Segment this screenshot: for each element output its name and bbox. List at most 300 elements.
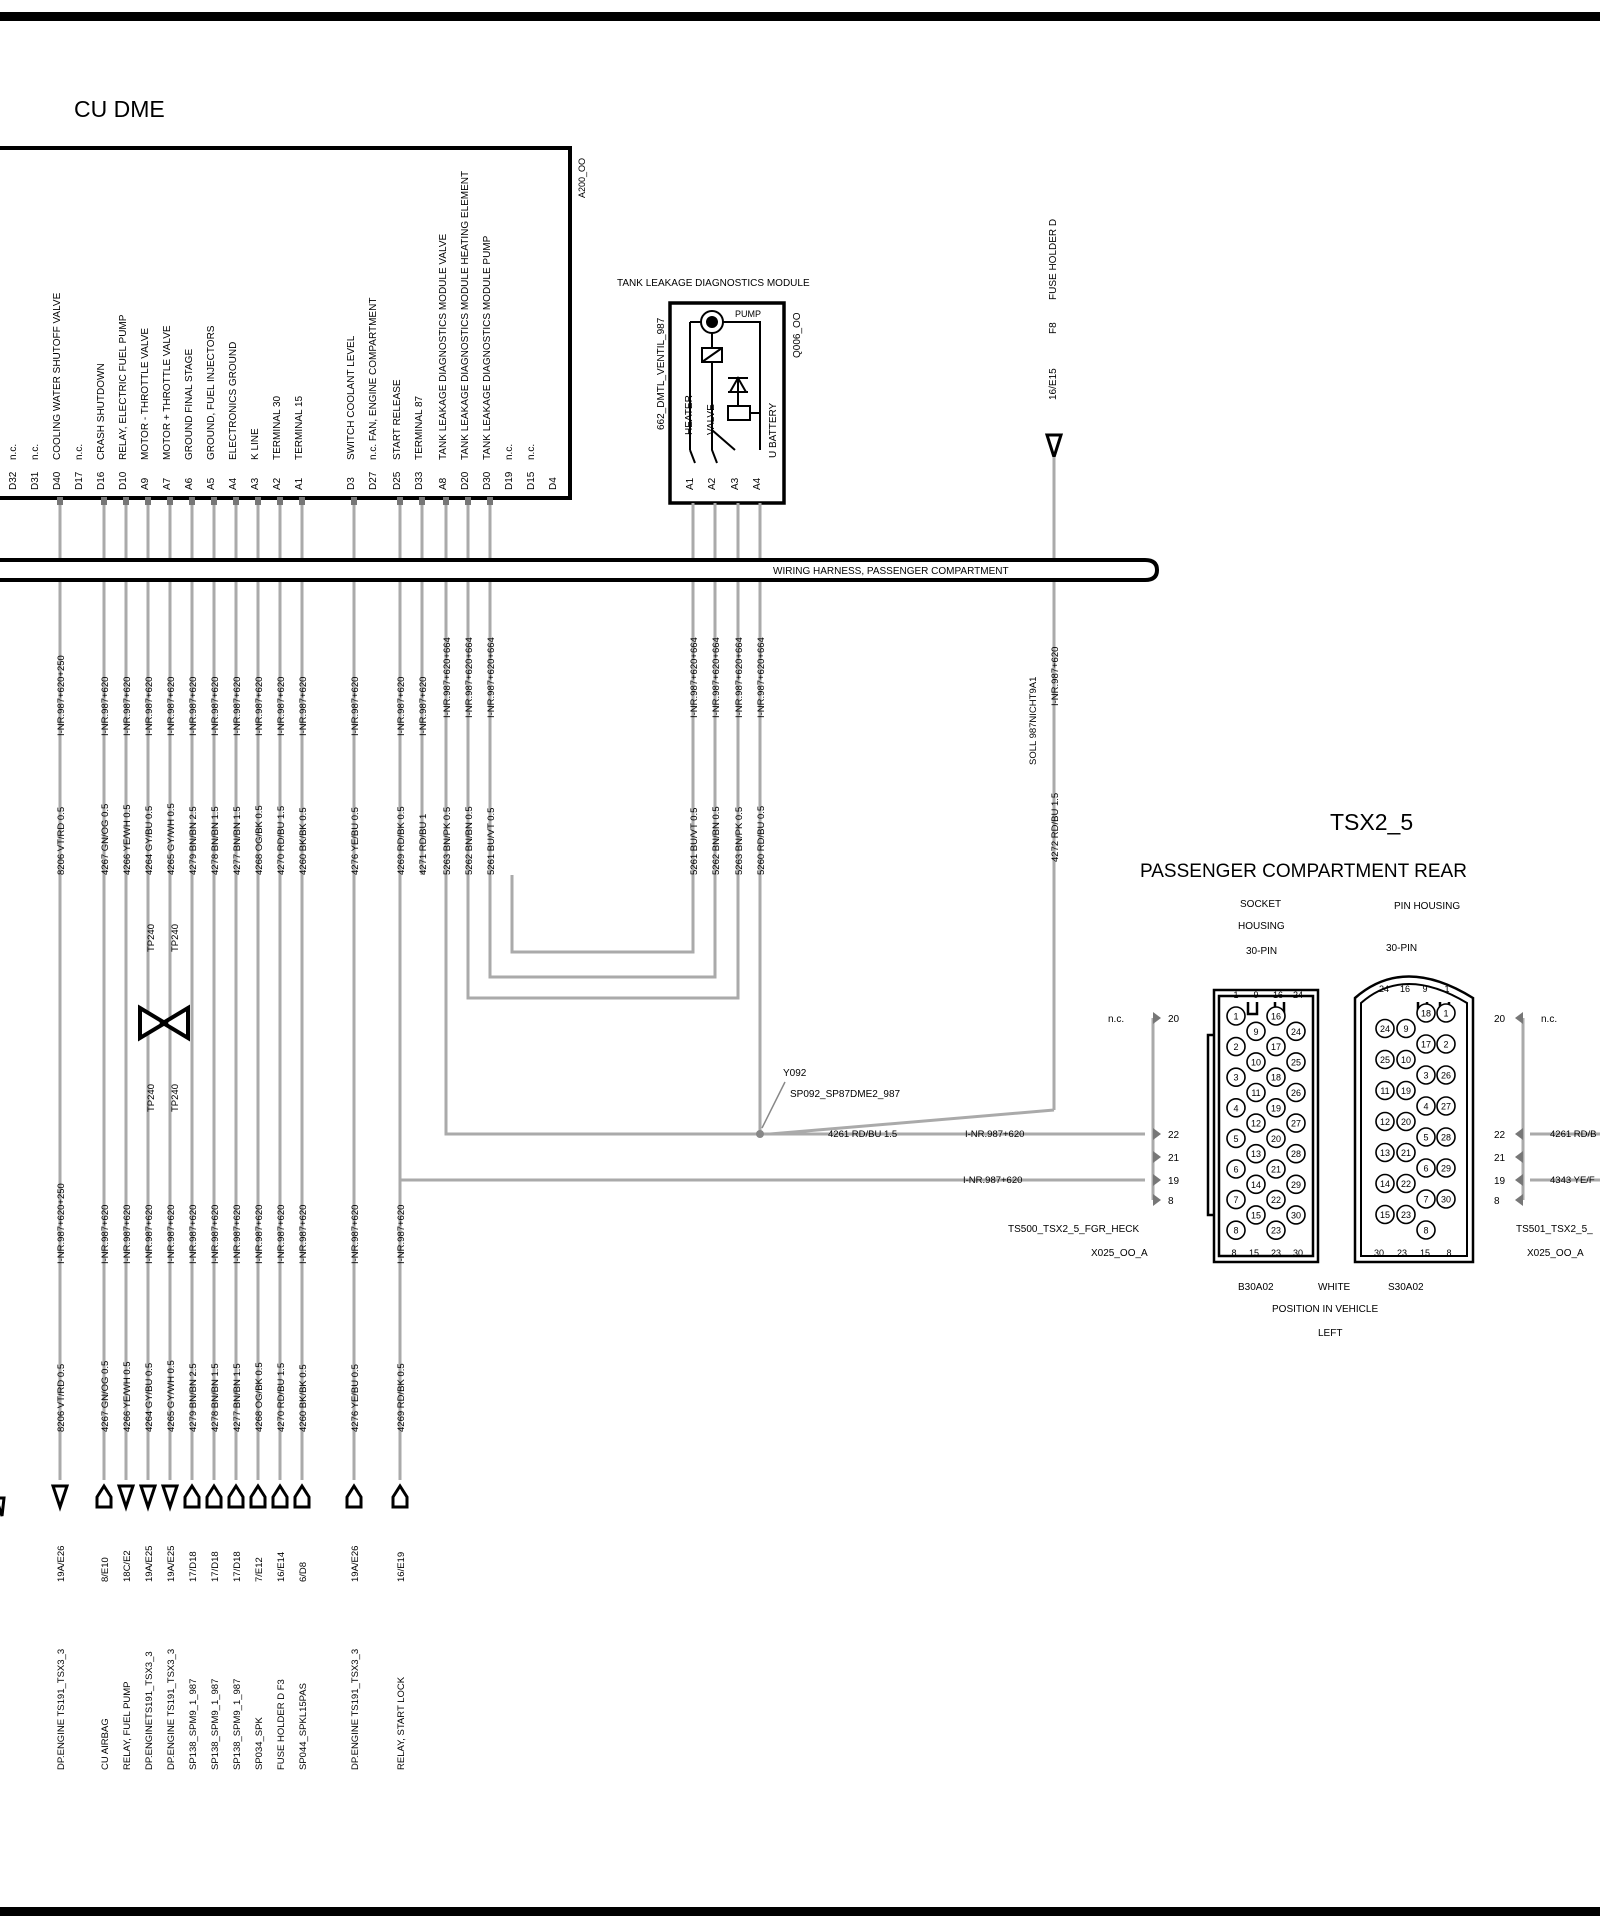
dme-destination: CU AIRBAG — [100, 1718, 111, 1770]
housing-pin-number: 9 — [1253, 990, 1259, 1000]
tank-module-ref: Q006_OO — [792, 312, 803, 358]
dme-pin-function: n.c. — [8, 443, 19, 460]
cavity-number: 7 — [1423, 1194, 1429, 1205]
housing-pin-number: 15 — [1248, 1248, 1260, 1258]
dme-wire-label: 4270 RD/BU 1.5 — [276, 805, 287, 875]
dme-wire-spec: I-NR.987+620 — [232, 676, 243, 736]
dme-pin-stub — [101, 497, 107, 505]
dme-wire-label-lower: 4270 RD/BU 1.5 — [276, 1362, 287, 1432]
housing-pin-number: 30 — [1292, 1248, 1304, 1258]
top-border — [0, 12, 1600, 21]
tank-wire-label: 5263 BN/PK 0.5 — [734, 806, 745, 875]
dme-wire-label: 5263 BN/PK 0.5 — [442, 806, 453, 875]
dme-pin-stub — [167, 497, 173, 505]
cavity-number: 10 — [1400, 1055, 1412, 1065]
tank-pin-id: A1 — [685, 477, 696, 490]
left-connector-name: TS500_TSX2_5_FGR_HECK — [1008, 1224, 1140, 1235]
dme-pin-stub — [255, 497, 261, 505]
cavity-number: 28 — [1290, 1149, 1302, 1160]
cavity-number: 18 — [1420, 1008, 1432, 1019]
ground-terminal-icon — [53, 1486, 67, 1507]
dme-pin-function: TANK LEAKAGE DIAGNOSTICS MODULE HEATING ELEMENT — [460, 170, 471, 460]
dme-pin-id: A3 — [250, 477, 261, 490]
dme-destination: DP.ENGINE TS191_TSX3_3 — [166, 1648, 177, 1770]
tank-module-title: TANK LEAKAGE DIAGNOSTICS MODULE — [617, 278, 810, 289]
dme-pin-id: D15 — [526, 471, 537, 490]
dme-wire-spec: I-NR.987+620 — [350, 676, 361, 736]
terminal-number: 21 — [1494, 1153, 1506, 1164]
cavity-number: 12 — [1379, 1117, 1391, 1127]
dme-wire-label: 4266 YE/WH 0.5 — [122, 804, 133, 875]
ground-terminal-icon — [207, 1486, 221, 1507]
dme-wire-spec: I-NR.987+620+250 — [56, 655, 67, 736]
ground-terminal-icon — [119, 1486, 133, 1507]
dme-pin-id: A8 — [438, 477, 449, 490]
dme-destination-code: 19A/E25 — [144, 1545, 155, 1582]
dme-wire-spec-lower: I-NR.987+620 — [100, 1204, 111, 1264]
dme-wire-label-lower: 4264 GY/BU 0.5 — [144, 1362, 155, 1432]
dme-destination-code: 17/D18 — [232, 1551, 243, 1582]
dme-pin-stub — [487, 497, 493, 505]
dme-pin-stub — [145, 497, 151, 505]
cavity-number: 29 — [1290, 1179, 1302, 1190]
dme-wire-spec-lower: I-NR.987+620 — [188, 1204, 199, 1264]
cavity-number: 14 — [1250, 1179, 1262, 1190]
connector-id: TSX2_5 — [1330, 809, 1414, 835]
terminal-icon — [1153, 1012, 1161, 1024]
cavity-number: 6 — [1233, 1164, 1239, 1175]
dme-destination: FUSE HOLDER D F3 — [276, 1679, 287, 1770]
cu-dme-pins — [8, 171, 559, 1770]
right-terminals — [1494, 1012, 1523, 1207]
dme-pin-id: A9 — [140, 477, 151, 490]
terminal-icon — [1153, 1151, 1161, 1163]
dme-pin-id: D17 — [74, 471, 85, 490]
dme-pin-function: TANK LEAKAGE DIAGNOSTICS MODULE PUMP — [482, 235, 493, 460]
tank-module-valve-label: VALVE — [706, 404, 717, 435]
cavity-number: 11 — [1251, 1088, 1261, 1098]
dme-pin-stub — [443, 497, 449, 505]
tank-wire-spec: I-NR.987+620+664 — [734, 637, 745, 718]
socket-cavities — [1227, 1007, 1305, 1239]
dme-wire-label-lower: 4265 GY/WH 0.5 — [166, 1360, 177, 1432]
terminal-number: 8 — [1494, 1196, 1500, 1207]
dme-destination: DP.ENGINE TS191_TSX3_3 — [350, 1648, 361, 1770]
right-wire-22-label: 4261 RD/B — [1550, 1129, 1597, 1140]
cavity-number: 25 — [1290, 1057, 1302, 1068]
heater-element-icon — [728, 406, 750, 420]
dme-wire-spec: I-NR.987+620 — [396, 676, 407, 736]
terminal-icon — [1515, 1128, 1523, 1140]
socket-label-1: SOCKET — [1240, 899, 1282, 910]
bottom-border — [0, 1907, 1600, 1916]
position-label: POSITION IN VEHICLE — [1272, 1304, 1379, 1315]
dme-pin-stub — [211, 497, 217, 505]
terminal-icon — [1153, 1194, 1161, 1206]
cavity-number: 4 — [1233, 1103, 1239, 1114]
dme-wire-spec-lower: I-NR.987+620 — [254, 1204, 265, 1264]
cavity-number: 27 — [1290, 1118, 1302, 1129]
dme-wire-spec: I-NR.987+620 — [122, 676, 133, 736]
dme-destination: SP138_SPM9_1_987 — [188, 1678, 199, 1770]
dme-wire-spec: I-NR.987+620+664 — [464, 637, 475, 718]
dme-destination-code: 17/D18 — [188, 1551, 199, 1582]
housing-pin-number: 1 — [1444, 984, 1450, 994]
dme-wire-spec-lower: I-NR.987+620 — [144, 1204, 155, 1264]
dme-destination: DP.ENGINE TS191_TSX3_3 — [56, 1648, 67, 1770]
dme-pin-function: K LINE — [250, 428, 261, 460]
dme-wire-spec-lower: I-NR.987+620 — [166, 1204, 177, 1264]
pin-housing — [1355, 977, 1473, 1263]
fuse-holder-code: 16/E15 — [1048, 368, 1059, 400]
dme-pin-id: A1 — [294, 477, 305, 490]
socket-housing — [1208, 990, 1318, 1262]
dme-wire-label-lower: 4278 BN/BN 1.5 — [210, 1363, 221, 1432]
dme-pin-function: COOLING WATER SHUTOFF VALVE — [52, 292, 63, 460]
dme-destination-code: 19A/E25 — [166, 1545, 177, 1582]
return-wire — [512, 875, 693, 952]
pump-motor-core-icon — [707, 317, 717, 327]
dme-wire-label: 4271 RD/BU 1 — [418, 813, 429, 875]
cavity-number: 27 — [1440, 1101, 1452, 1112]
socket-label-2: HOUSING — [1238, 921, 1285, 932]
testpoint-lower-b: TP240 — [170, 1084, 181, 1112]
terminal-number: 8 — [1168, 1196, 1174, 1207]
cavity-number: 29 — [1440, 1163, 1452, 1174]
dme-pin-function: RELAY, ELECTRIC FUEL PUMP — [118, 314, 129, 460]
dme-pin-id: D32 — [8, 471, 19, 490]
dme-pin-function: TERMINAL 30 — [272, 395, 283, 460]
dme-wire-spec-lower: I-NR.987+620 — [396, 1204, 407, 1264]
dme-pin-function: n.c. FAN, ENGINE COMPARTMENT — [368, 297, 379, 460]
housing-pin-number: 23 — [1270, 1248, 1282, 1258]
tank-wire-label: 5260 RD/BU 0.5 — [756, 805, 767, 875]
terminal-icon — [1153, 1128, 1161, 1140]
cavity-number: 20 — [1400, 1117, 1412, 1127]
cavity-number: 13 — [1379, 1148, 1391, 1158]
terminal-number: 20 — [1494, 1014, 1506, 1025]
cavity-number: 15 — [1379, 1210, 1391, 1220]
testpoint-lower-a: TP240 — [146, 1084, 157, 1112]
tank-wire-spec: I-NR.987+620+664 — [756, 637, 767, 718]
dme-pin-stub — [465, 497, 471, 505]
dme-destination: SP034_SPK — [254, 1717, 265, 1770]
right-connector-name: TS501_TSX2_5_ — [1516, 1224, 1593, 1235]
cavity-number: 4 — [1423, 1101, 1429, 1112]
wiring-harness-label: WIRING HARNESS, PASSENGER COMPARTMENT — [773, 566, 1009, 577]
dme-destination-code: 19A/E26 — [350, 1545, 361, 1582]
dme-wire-label: 4268 OG/BK 0.5 — [254, 805, 265, 875]
pin-id: S30A02 — [1388, 1282, 1424, 1293]
cavity-number: 25 — [1379, 1055, 1391, 1065]
housing-pin-number: 24 — [1378, 984, 1390, 994]
cavity-number: 2 — [1233, 1042, 1239, 1053]
cavity-number: 12 — [1250, 1118, 1262, 1129]
ground-terminal-icon — [185, 1486, 199, 1507]
dme-wire-label: 4277 BN/BN 1.5 — [232, 806, 243, 875]
valve-coil-slash — [702, 348, 722, 362]
tank-wire-spec: I-NR.987+620+664 — [689, 637, 700, 718]
socket-id: B30A02 — [1238, 1282, 1274, 1293]
dme-pin-id: D33 — [414, 471, 425, 490]
dme-pin-function: MOTOR + THROTTLE VALVE — [162, 325, 173, 460]
dme-wire-label-lower: 4269 RD/BK 0.5 — [396, 1363, 407, 1432]
dme-wire-label-lower: 4266 YE/WH 0.5 — [122, 1361, 133, 1432]
dme-wire-label-lower: 4277 BN/BN 1.5 — [232, 1363, 243, 1432]
dme-destination: SP138_SPM9_1_987 — [232, 1678, 243, 1770]
cu-dme-title: CU DME — [74, 96, 165, 122]
housing-pin-number: 8 — [1446, 1248, 1452, 1258]
dme-wire-spec-lower: I-NR.987+620 — [298, 1204, 309, 1264]
cavity-number: 24 — [1290, 1026, 1302, 1037]
dme-wire-label: 4279 BN/BN 2.5 — [188, 806, 199, 875]
dme-wire-spec-lower: I-NR.987+620+250 — [56, 1183, 67, 1264]
dme-pin-id: D19 — [504, 471, 515, 490]
dme-pin-function: TERMINAL 15 — [294, 395, 305, 460]
ground-terminal-icon — [273, 1486, 287, 1507]
dme-pin-stub — [299, 497, 305, 505]
dme-pin-stub — [397, 497, 403, 505]
housing-pin-number: 30 — [1373, 1248, 1385, 1258]
housing-pin-number: 24 — [1292, 990, 1304, 1000]
dme-destination: DP.ENGINETS191_TSX3_3 — [144, 1651, 155, 1770]
dme-pin-id: D16 — [96, 471, 107, 490]
cavity-number: 17 — [1270, 1042, 1282, 1053]
socket-label-3: 30-PIN — [1246, 946, 1278, 957]
internal-wiring — [690, 322, 760, 463]
cavity-number: 22 — [1400, 1179, 1412, 1189]
dme-pin-function: n.c. — [526, 443, 537, 460]
dme-pin-stub — [233, 497, 239, 505]
tank-module-internals — [690, 311, 760, 463]
tank-module-ubattery-label: U BATTERY — [768, 402, 779, 458]
cavity-number: 11 — [1380, 1086, 1390, 1096]
cavity-number: 20 — [1270, 1133, 1282, 1144]
dme-pin-function: GROUND FINAL STAGE — [184, 348, 195, 460]
dme-pin-id: D31 — [30, 471, 41, 490]
dme-wire-label-lower: 4268 OG/BK 0.5 — [254, 1362, 265, 1432]
splice-name: SP092_SP87DME2_987 — [790, 1089, 901, 1100]
cavity-number: 18 — [1270, 1072, 1282, 1083]
dme-wire-spec: I-NR.987+620 — [188, 676, 199, 736]
cavity-number: 26 — [1290, 1088, 1302, 1098]
tank-module-part: 662_DMTL_VENTIL_987 — [656, 317, 667, 430]
dme-pin-id: D27 — [368, 471, 379, 490]
cavity-number: 24 — [1379, 1024, 1391, 1034]
housing-pin-number: 8 — [1231, 1248, 1237, 1258]
housing-pin-number: 1 — [1233, 990, 1239, 1000]
cavity-number: 9 — [1253, 1026, 1259, 1037]
tank-pin-id: A4 — [752, 477, 763, 490]
dme-pin-function: GROUND, FUEL INJECTORS — [206, 325, 217, 460]
cu-dme-ref: A200_OO — [577, 157, 587, 198]
return-wire — [468, 875, 738, 998]
ground-terminal-icon — [251, 1486, 265, 1507]
tank-return-wires — [468, 875, 738, 998]
cavity-number: 28 — [1440, 1132, 1452, 1143]
dme-wire-label: 4278 BN/BN 1.5 — [210, 806, 221, 875]
right-connector-ref: X025_OO_A — [1527, 1248, 1584, 1259]
connector-title: PASSENGER COMPARTMENT REAR — [1140, 861, 1467, 882]
dme-pin-id: D25 — [392, 471, 403, 490]
dme-destination-code: 6/D8 — [298, 1561, 309, 1582]
terminal-number: 22 — [1494, 1130, 1506, 1141]
terminal-number: 19 — [1168, 1176, 1180, 1187]
dme-destination-code: 7/E12 — [254, 1557, 265, 1582]
dme-wire-spec: I-NR.987+620 — [210, 676, 221, 736]
dme-wire-spec-lower: I-NR.987+620 — [232, 1204, 243, 1264]
testpoint-symbol-icon — [140, 1008, 188, 1038]
dme-wire-label: 5262 BN/BN 0.5 — [464, 806, 475, 875]
dme-pin-id: D4 — [548, 477, 559, 490]
dme-pin-id: D3 — [346, 477, 357, 490]
dme-wire-spec: I-NR.987+620 — [144, 676, 155, 736]
dme-wire-spec: I-NR.987+620+664 — [442, 637, 453, 718]
cavity-number: 26 — [1440, 1070, 1452, 1081]
dme-wire-label: 5261 BU/VT 0.5 — [486, 807, 497, 875]
housing-pin-number: 16 — [1272, 990, 1284, 1000]
dme-wire-label: 4265 GY/WH 0.5 — [166, 803, 177, 875]
cavity-number: 21 — [1400, 1148, 1412, 1158]
dme-wire-label-lower: 4279 BN/BN 2.5 — [188, 1363, 199, 1432]
dme-destination-code: 18C/E2 — [122, 1550, 133, 1582]
ground-terminal-icon — [163, 1486, 177, 1507]
tank-module-heater-label: HEATER — [684, 395, 695, 435]
dme-pin-id: D40 — [52, 471, 63, 490]
terminal-number: 19 — [1494, 1176, 1506, 1187]
tank-module-pump-label: PUMP — [735, 309, 762, 319]
dme-destination-code: 16/E19 — [396, 1551, 407, 1582]
housing-pin-number: 23 — [1396, 1248, 1408, 1258]
ground-terminal-icon — [295, 1486, 309, 1507]
position-value: LEFT — [1318, 1328, 1343, 1339]
right-wire-19-label: 4343 YE/F — [1550, 1175, 1595, 1186]
dme-wire-spec: I-NR.987+620 — [276, 676, 287, 736]
dme-destination-code: 8/E10 — [100, 1557, 111, 1582]
housing-pin-number: 9 — [1422, 984, 1428, 994]
dme-pin-function: START RELEASE — [392, 379, 403, 460]
cavity-number: 1 — [1443, 1008, 1449, 1019]
cavity-number: 9 — [1403, 1024, 1409, 1034]
cavity-number: 19 — [1270, 1103, 1282, 1114]
cavity-number: 1 — [1233, 1011, 1239, 1022]
dme-pin-stub — [123, 497, 129, 505]
tank-pin-id: A3 — [730, 477, 741, 490]
pin-housing-pins-label: 30-PIN — [1386, 943, 1418, 954]
cavity-number: 8 — [1233, 1225, 1239, 1236]
cavity-number: 2 — [1443, 1039, 1449, 1050]
return-wire — [490, 875, 715, 977]
cavity-number: 14 — [1379, 1179, 1391, 1189]
left-connector-ref: X025_OO_A — [1091, 1248, 1148, 1259]
dme-wire-label-lower: 4276 YE/BU 0.5 — [350, 1364, 361, 1432]
dme-wire-label: 4260 BK/BK 0.5 — [298, 807, 309, 875]
terminal-icon — [1515, 1174, 1523, 1186]
terminal-number: 20 — [1168, 1014, 1180, 1025]
left-terminals — [1153, 1012, 1180, 1207]
dme-pin-function: SWITCH COOLANT LEVEL — [346, 335, 357, 460]
cavity-number: 30 — [1440, 1194, 1452, 1205]
splice-point — [756, 1130, 764, 1138]
cavity-number: 3 — [1423, 1070, 1429, 1081]
fuse-holder-wire-label: 4272 RD/BU 1.5 — [1050, 792, 1061, 862]
cavity-number: 7 — [1233, 1195, 1239, 1206]
ground-terminal-icon — [97, 1486, 111, 1507]
dme-pin-id: A5 — [206, 477, 217, 490]
dme-pin-function: MOTOR - THROTTLE VALVE — [140, 327, 151, 460]
terminal-icon — [1153, 1174, 1161, 1186]
cavity-number: 5 — [1233, 1133, 1239, 1144]
splice-wire-label: 4261 RD/BU 1.5 — [828, 1129, 898, 1140]
dme-pin-function: ELECTRONICS GROUND — [228, 341, 239, 460]
dme-pin-id: A2 — [272, 477, 283, 490]
tank-pin-id: A2 — [707, 477, 718, 490]
cavity-number: 15 — [1250, 1210, 1262, 1221]
connector-color: WHITE — [1318, 1282, 1351, 1293]
cavity-number: 3 — [1233, 1072, 1239, 1083]
tank-module-pins — [685, 477, 767, 875]
dme-pin-stub — [189, 497, 195, 505]
splice-id: Y092 — [783, 1068, 807, 1079]
terminal-icon — [1515, 1012, 1523, 1024]
splice-leader — [762, 1082, 785, 1128]
dme-wire-spec: I-NR.987+620 — [418, 676, 429, 736]
terminal-icon — [1515, 1194, 1523, 1206]
dme-pin-function: CRASH SHUTDOWN — [96, 363, 107, 460]
cavity-number: 8 — [1423, 1225, 1429, 1236]
left-nc-label: n.c. — [1108, 1014, 1125, 1025]
fuse-holder-fuse: F8 — [1048, 322, 1059, 334]
dme-wire-spec: I-NR.987+620 — [100, 676, 111, 736]
dme-pin-function: n.c. — [74, 443, 85, 460]
cavity-number: 6 — [1423, 1163, 1429, 1174]
dme-destination: SP044_SPKL15PAS — [298, 1683, 309, 1770]
dme-wire-label: 4264 GY/BU 0.5 — [144, 805, 155, 875]
cavity-number: 30 — [1290, 1210, 1302, 1221]
fuse-holder-label: FUSE HOLDER D — [1048, 218, 1059, 300]
cavity-number: 13 — [1250, 1149, 1262, 1160]
dme-destination-code: 19A/E26 — [56, 1545, 67, 1582]
tank-wire-label: 5261 BU/VT 0.5 — [689, 807, 700, 875]
dme-destination-code: 17/D18 — [210, 1551, 221, 1582]
dme-wire-spec: I-NR.987+620 — [254, 676, 265, 736]
edge-terminal-icon — [0, 1498, 4, 1516]
housing-pin-number: 15 — [1419, 1248, 1431, 1258]
dme-wire-label: 4269 RD/BK 0.5 — [396, 806, 407, 875]
cavity-number: 21 — [1270, 1164, 1282, 1175]
dme-pin-id: A7 — [162, 477, 173, 490]
tank-wire-spec: I-NR.987+620+664 — [711, 637, 722, 718]
testpoint-upper-b: TP240 — [170, 924, 181, 952]
dme-pin-id: A6 — [184, 477, 195, 490]
dme-wire-label-lower: 4267 GN/OG 0.5 — [100, 1360, 111, 1432]
fuse-holder-spec-b: I-NR.987+620 — [1050, 646, 1061, 706]
pin-housing-label: PIN HOUSING — [1394, 901, 1461, 912]
ground-terminal-icon — [141, 1486, 155, 1507]
dme-destination: SP138_SPM9_1_987 — [210, 1678, 221, 1770]
splice-spec-1: I-NR.987+620 — [965, 1129, 1025, 1140]
tank-wire-label: 5262 BN/BN 0.5 — [711, 806, 722, 875]
dme-wire-label: 4276 YE/BU 0.5 — [350, 807, 361, 875]
fuse-holder-terminal-icon — [1047, 435, 1061, 457]
testpoint-upper-a: TP240 — [146, 924, 157, 952]
dme-wire-spec-lower: I-NR.987+620 — [122, 1204, 133, 1264]
housing-pin-number: 16 — [1399, 984, 1411, 994]
ground-terminal-icon — [347, 1486, 361, 1507]
dme-pin-id: D20 — [460, 471, 471, 490]
dme-wire-spec: I-NR.987+620 — [298, 676, 309, 736]
dme-pin-stub — [351, 497, 357, 505]
